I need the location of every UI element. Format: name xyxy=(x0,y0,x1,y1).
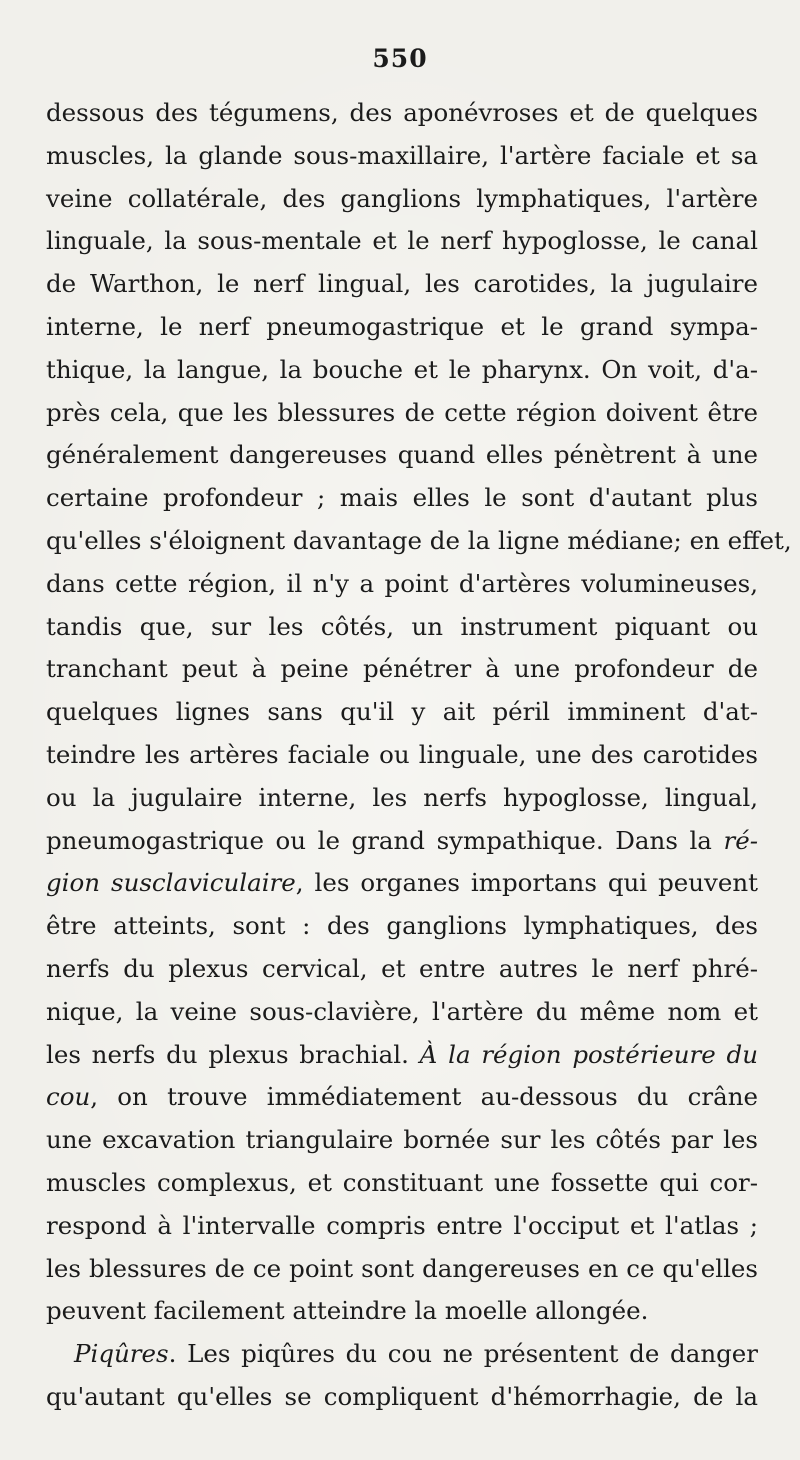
text-line: généralement dangereuses quand elles pénètrent à une xyxy=(46,440,758,470)
text-line: nique, la veine sous-clavière, l'artère du même nom et xyxy=(46,996,758,1026)
body-text xyxy=(46,92,792,1419)
text-line: Piqûres. Les piqûres du cou ne présentent de danger xyxy=(74,1339,758,1369)
text-line: tranchant peut à peine pénétrer à une profondeur de xyxy=(46,654,758,684)
text-line: dessous des tégumens, des aponévroses et de quelques xyxy=(46,98,758,127)
text-line: dans cette région, il n'y a point d'artères volumineuses, xyxy=(46,568,758,598)
text-line: tandis que, sur les côtés, un instrument piquant ou xyxy=(46,611,758,641)
text-line: être atteints, sont : des ganglions lymphatiques, des xyxy=(46,911,758,941)
text-line: près cela, que les blessures de cette région doivent être xyxy=(46,397,758,427)
text-line: de Warthon, le nerf lingual, les carotides, la jugulaire xyxy=(46,269,758,299)
text-line: les blessures de ce point sont dangereuses en ce qu'elles xyxy=(46,1253,758,1283)
text-line: certaine profondeur ; mais elles le sont d'autant plus xyxy=(46,483,758,513)
text-line: les nerfs du plexus brachial. À la région postérieure du xyxy=(46,1039,758,1069)
text-line: respond à l'intervalle compris entre l'occiput et l'atlas ; xyxy=(46,1210,758,1240)
text-line: qu'elles s'éloignent davantage de la ligne médiane; en effet, xyxy=(46,525,792,555)
text-line: ou la jugulaire interne, les nerfs hypoglosse, lingual, xyxy=(46,782,758,812)
text-line: linguale, la sous-mentale et le nerf hypoglosse, le canal xyxy=(46,226,758,256)
text-line: qu'autant qu'elles se compliquent d'hémorrhagie, de la xyxy=(46,1381,758,1411)
text-line: interne, le nerf pneumogastrique et le grand sympa- xyxy=(46,311,758,341)
text-line: muscles, la glande sous-maxillaire, l'artère faciale et sa xyxy=(46,140,758,170)
text-line: cou, on trouve immédiatement au-dessous du crâne xyxy=(46,1082,758,1112)
text-line: thique, la langue, la bouche et le pharynx. On voit, d'a- xyxy=(46,354,758,384)
text-line: quelques lignes sans qu'il y ait péril imminent d'at- xyxy=(46,697,758,727)
text-line: teindre les artères faciale ou linguale, une des carotides xyxy=(46,739,758,769)
text-line: pneumogastrique ou le grand sympathique. Dans la ré- xyxy=(46,825,758,855)
text-line: nerfs du plexus cervical, et entre autres le nerf phré- xyxy=(46,953,758,983)
text-line: une excavation triangulaire bornée sur les côtés par les xyxy=(46,1125,758,1155)
text-line: veine collatérale, des ganglions lymphatiques, l'artère xyxy=(46,183,758,213)
text-line: gion susclaviculaire, les organes importans qui peuvent xyxy=(46,868,758,898)
text-line: peuvent facilement atteindre la moelle allongée. xyxy=(46,1296,649,1326)
text-line: muscles complexus, et constituant une fossette qui cor- xyxy=(46,1167,758,1197)
page-number: 550 xyxy=(372,44,428,73)
